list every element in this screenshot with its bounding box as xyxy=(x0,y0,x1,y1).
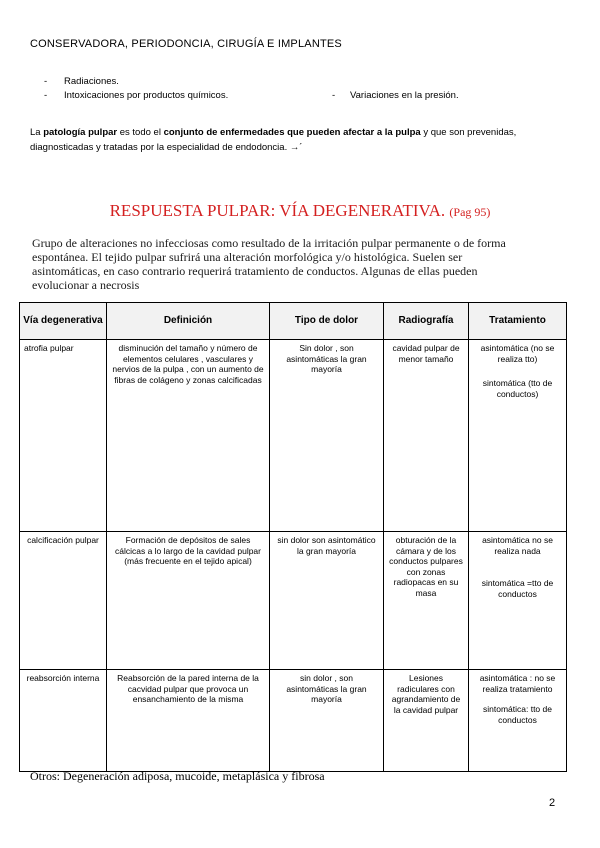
cell-definicion: Reabsorción de la pared interna de la cacvidad pulpar que provoca un ensanchamiento de la misma xyxy=(107,670,270,772)
cell-radiografia: cavidad pulpar de menor tamaño xyxy=(384,340,469,532)
cell-tratamiento xyxy=(469,670,567,772)
intro-bold-term: patología pulpar xyxy=(43,127,118,138)
cell-dolor: Sin dolor , son asintomáticas la gran mayoría xyxy=(270,340,384,532)
cell-dolor: sin dolor , son asintomáticas la gran mayoría xyxy=(270,670,384,772)
tratamiento-sintomatica: sintomática: tto de conductos xyxy=(483,704,552,725)
section-title-text: RESPUESTA PULPAR: VÍA DEGENERATIVA. xyxy=(109,201,446,220)
intro-text: es todo el xyxy=(117,127,164,138)
section-title xyxy=(0,201,600,221)
cell-definicion: Formación de depósitos de sales cálcicas a lo largo de la cavidad pulpar (más frecuente en el tejido apical) xyxy=(107,532,270,670)
column-header: Tipo de dolor xyxy=(270,303,384,340)
bullet-item-intoxicaciones: Intoxicaciones por productos químicos. xyxy=(64,90,229,101)
cell-via: atrofia pulpar xyxy=(20,340,107,532)
cell-dolor: sin dolor son asintomático la gran mayoría xyxy=(270,532,384,670)
cell-definicion: disminución del tamaño y número de elementos celulares , vasculares y nervios de la pulpa , con un aumento de fibras de colágeno y zonas calcificadas xyxy=(107,340,270,532)
bullet-item-presion: Variaciones en la presión. xyxy=(350,90,459,101)
degenerative-table xyxy=(19,302,567,772)
column-header: Definición xyxy=(107,303,270,340)
bullet-dash: - xyxy=(44,90,48,101)
tratamiento-asintomatica: asintomática (no se realiza tto) xyxy=(480,343,555,364)
intro-text: y que son prevenidas, diagnosticadas y tratadas por la especialidad de endodoncia. →´ xyxy=(30,127,517,153)
intro-paragraph xyxy=(30,125,550,155)
tratamiento-asintomatica: asintomática no se realiza nada xyxy=(482,535,553,556)
cell-via: calcificación pulpar xyxy=(20,532,107,670)
tratamiento-asintomatica: asintomática : no se realiza tratamiento xyxy=(479,673,556,694)
bullet-item-radiaciones: Radiaciones. xyxy=(64,76,119,87)
column-header: Tratamiento xyxy=(469,303,567,340)
bullet-dash: - xyxy=(332,90,336,101)
cell-radiografia: Lesiones radiculares con agrandamiento de la cavidad pulpar xyxy=(384,670,469,772)
page-number: 2 xyxy=(549,797,556,809)
intro-bold-definition: conjunto de enfermedades que pueden afectar a la pulpa xyxy=(163,127,421,138)
tratamiento-sintomatica: sintomática =tto de conductos xyxy=(481,578,554,599)
column-header: Radiografía xyxy=(384,303,469,340)
table-header-row xyxy=(20,303,567,340)
otros-note: Otros: Degeneración adiposa, mucoide, metaplásica y fibrosa xyxy=(30,769,325,783)
cell-radiografia: obturación de la cámara y de los conductos pulpares con zonas radiopacas en su masa xyxy=(384,532,469,670)
cell-tratamiento xyxy=(469,532,567,670)
cell-tratamiento xyxy=(469,340,567,532)
section-description: Grupo de alteraciones no infecciosas como resultado de la irritación pulpar permanente o de forma espontánea. El tejido pulpar sufrirá una alteración morfológica y/o histológica. Suelen ser asintomáticas, en caso contrario requerirá tratamiento de conductos. Algunas de ellas pueden evolucionar a necrosis xyxy=(32,236,506,292)
table-row xyxy=(20,670,567,772)
document-header: CONSERVADORA, PERIODONCIA, CIRUGÍA E IMPLANTES xyxy=(30,38,342,50)
page-reference: (Pag 95) xyxy=(449,205,491,219)
intro-text: La xyxy=(30,127,44,138)
cell-via: reabsorción interna xyxy=(20,670,107,772)
table-row xyxy=(20,532,567,670)
tratamiento-sintomatica: sintomática (tto de conductos) xyxy=(482,378,553,399)
table-row xyxy=(20,340,567,532)
column-header: Vía degenerativa xyxy=(20,303,107,340)
bullet-dash: - xyxy=(44,76,48,87)
